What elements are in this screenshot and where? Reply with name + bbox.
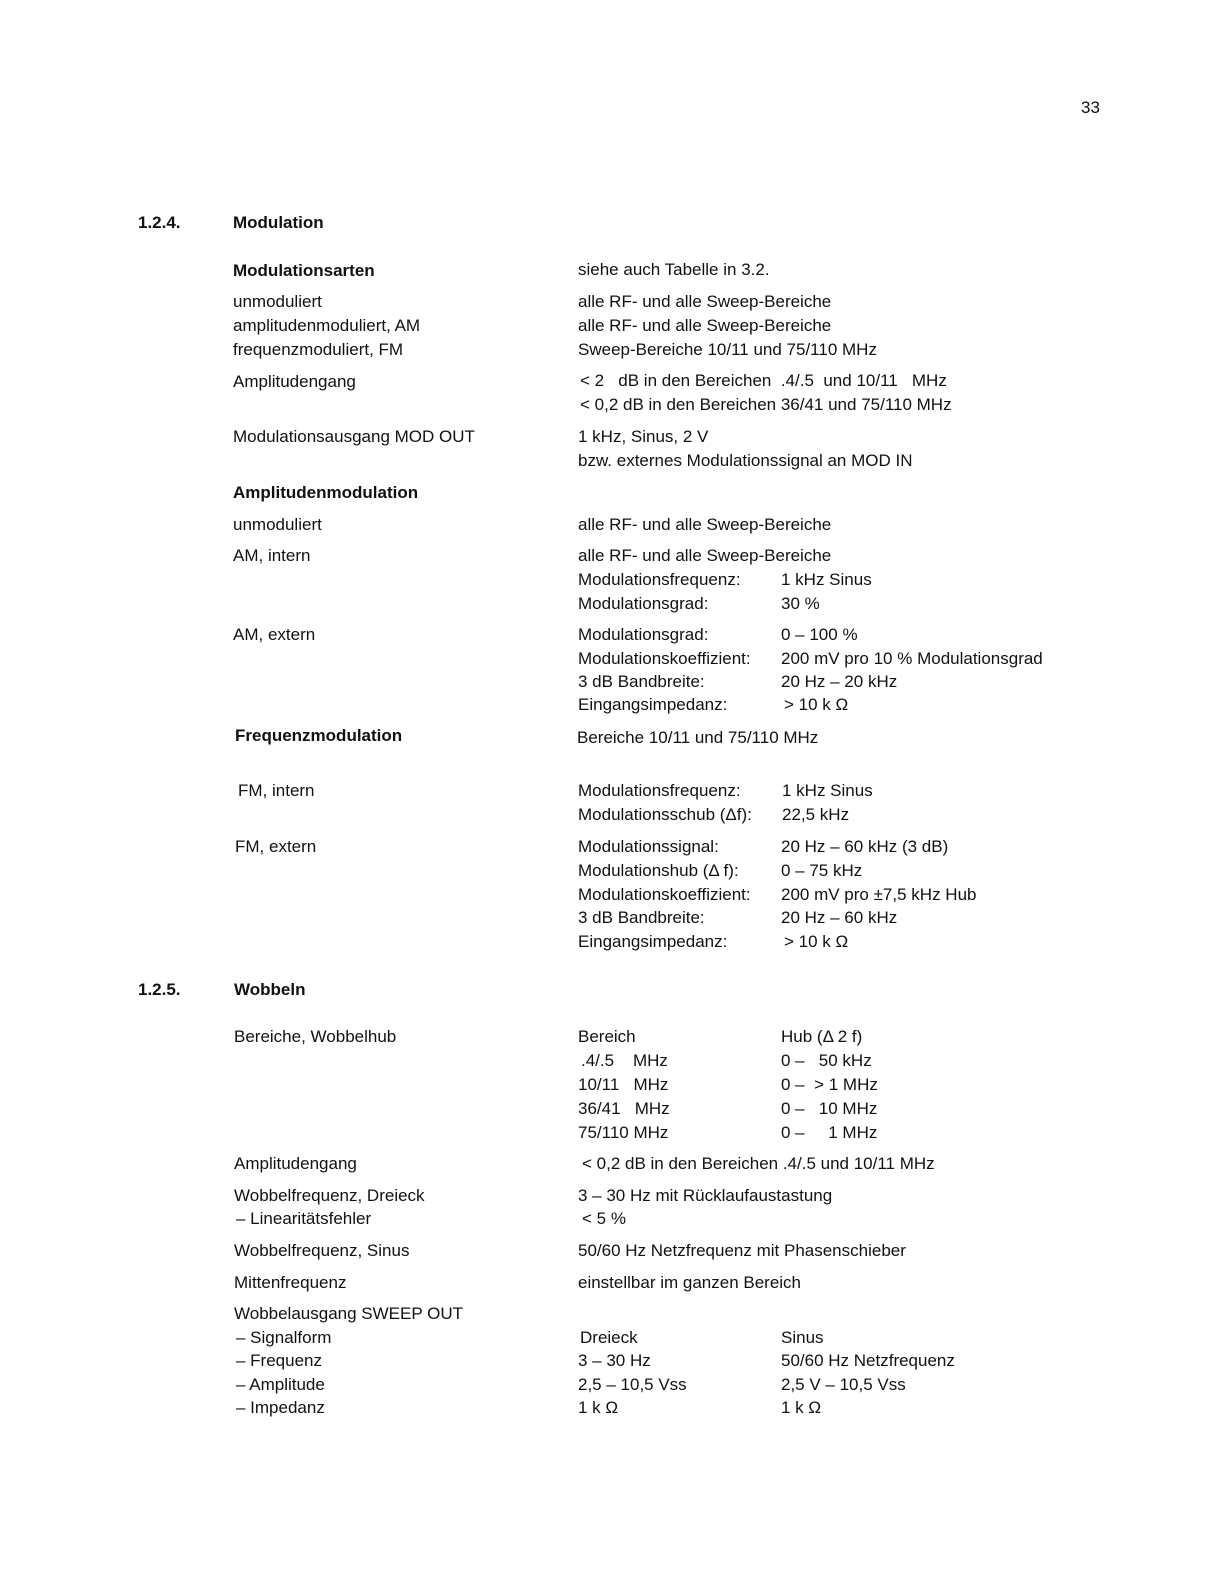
wob-row-hub: 0 – > 1 MHz [781,1075,878,1094]
am-intern-label: AM, intern [233,546,311,565]
wob-row-bereich: 10/11 MHz [578,1075,669,1094]
wob-row-bereich: 75/110 MHz [578,1123,669,1142]
fm-intern-schub-value: 22,5 kHz [782,805,850,824]
modarten-ampgang-line2: < 0,2 dB in den Bereichen 36/41 und 75/110 MHz [580,395,952,414]
fm-intern-freq-label: Modulationsfrequenz: [578,781,741,800]
modarten-fm-value: Sweep-Bereiche 10/11 und 75/110 MHz [578,340,877,359]
wob-col-bereich: Bereich [578,1027,636,1046]
fm-extern-label: FM, extern [235,837,317,856]
fm-intern-label: FM, intern [238,781,315,800]
modarten-am-label: amplitudenmoduliert, AM [233,316,421,335]
sweep-row-dreieck: Dreieck [580,1328,638,1347]
fm-extern-imp-label: Eingangsimpedanz: [578,932,728,951]
wob-sweepout-label: Wobbelausgang SWEEP OUT [234,1304,463,1323]
sweep-row-dreieck: 3 – 30 Hz [578,1351,651,1370]
fm-extern-sig-value: 20 Hz – 60 kHz (3 dB) [781,837,949,856]
wob-bereiche-label: Bereiche, Wobbelhub [234,1027,397,1046]
modarten-ampgang-label: Amplitudengang [233,372,356,391]
fm-extern-bw-label: 3 dB Bandbreite: [578,908,705,927]
sweep-row-sinus: 1 k Ω [781,1398,822,1417]
wob-row-hub: 0 – 10 MHz [781,1099,878,1118]
modarten-ampgang-line1: < 2 dB in den Bereichen .4/.5 und 10/11 MHz [580,371,947,390]
fm-extern-imp-value: > 10 k Ω [784,932,849,951]
section-title-modulation: Modulation [233,213,324,232]
page-number: 33 [1081,98,1100,117]
wob-sinus-label: Wobbelfrequenz, Sinus [234,1241,410,1260]
wob-sinus-value: 50/60 Hz Netzfrequenz mit Phasenschieber [578,1241,906,1260]
am-unmod-value: alle RF- und alle Sweep-Bereiche [578,515,832,534]
modarten-unmod-value: alle RF- und alle Sweep-Bereiche [578,292,832,311]
fm-extern-koeff-value: 200 mV pro ±7,5 kHz Hub [781,885,977,904]
am-unmod-label: unmoduliert [233,515,322,534]
fm-extern-hub-label: Modulationshub (Δ f): [578,861,739,880]
fm-intern-freq-value: 1 kHz Sinus [782,781,873,800]
am-extern-grad-label: Modulationsgrad: [578,625,709,644]
modarten-fm-label: frequenzmoduliert, FM [233,340,404,359]
am-intern-line1: alle RF- und alle Sweep-Bereiche [578,546,832,565]
am-intern-freq-label: Modulationsfrequenz: [578,570,741,589]
am-intern-grad-label: Modulationsgrad: [578,594,709,613]
am-extern-bw-label: 3 dB Bandbreite: [578,672,705,691]
wob-col-hub: Hub (Δ 2 f) [781,1027,863,1046]
wob-mitten-label: Mittenfrequenz [234,1273,347,1292]
fm-extern-bw-value: 20 Hz – 60 kHz [781,908,898,927]
fm-extern-sig-label: Modulationssignal: [578,837,719,856]
modarten-note: siehe auch Tabelle in 3.2. [578,260,770,279]
am-extern-koeff-value: 200 mV pro 10 % Modulationsgrad [781,649,1043,668]
modarten-am-value: alle RF- und alle Sweep-Bereiche [578,316,832,335]
wob-linear-value: < 5 % [582,1209,626,1228]
modout-label: Modulationsausgang MOD OUT [233,427,475,446]
wob-dreieck-label: Wobbelfrequenz, Dreieck [234,1186,425,1205]
am-extern-grad-value: 0 – 100 % [781,625,858,644]
modout-line1: 1 kHz, Sinus, 2 V [578,427,709,446]
sweep-row-sinus: 50/60 Hz Netzfrequenz [781,1351,955,1370]
am-extern-bw-value: 20 Hz – 20 kHz [781,672,898,691]
am-extern-imp-label: Eingangsimpedanz: [578,695,728,714]
am-intern-freq-value: 1 kHz Sinus [781,570,872,589]
wob-ampgang-value: < 0,2 dB in den Bereichen .4/.5 und 10/11 MHz [582,1154,935,1173]
sweep-row-dreieck: 2,5 – 10,5 Vss [578,1375,687,1394]
sweep-row-sinus: Sinus [781,1328,824,1347]
wob-row-bereich: .4/.5 MHz [581,1051,668,1070]
section-number-124: 1.2.4. [138,213,181,232]
wob-ampgang-label: Amplitudengang [234,1154,357,1173]
fm-extern-hub-value: 0 – 75 kHz [781,861,863,880]
heading-amplitudenmodulation: Amplitudenmodulation [233,483,419,502]
wob-row-hub: 0 – 50 kHz [781,1051,872,1070]
am-extern-label: AM, extern [233,625,316,644]
fm-intern-schub-label: Modulationsschub (Δf): [578,805,752,824]
wob-mitten-value: einstellbar im ganzen Bereich [578,1273,802,1292]
am-extern-imp-value: > 10 k Ω [784,695,849,714]
wob-row-hub: 0 – 1 MHz [781,1123,878,1142]
heading-modulationsarten: Modulationsarten [233,261,375,280]
sweep-row-label: – Impedanz [236,1398,325,1417]
sweep-row-dreieck: 1 k Ω [578,1398,619,1417]
sweep-row-label: – Signalform [236,1328,332,1347]
sweep-row-sinus: 2,5 V – 10,5 Vss [781,1375,906,1394]
fm-extern-koeff-label: Modulationskoeffizient: [578,885,751,904]
modout-line2: bzw. externes Modulationssignal an MOD IN [578,451,913,470]
sweep-row-label: – Amplitude [236,1375,325,1394]
heading-frequenzmodulation: Frequenzmodulation [235,726,403,745]
sweep-row-label: – Frequenz [236,1351,322,1370]
section-number-125: 1.2.5. [138,980,181,999]
fm-bereiche: Bereiche 10/11 und 75/110 MHz [577,728,819,747]
am-intern-grad-value: 30 % [781,594,820,613]
wob-row-bereich: 36/41 MHz [578,1099,670,1118]
section-title-wobbeln: Wobbeln [234,980,306,999]
wob-dreieck-value: 3 – 30 Hz mit Rücklaufaustastung [578,1186,833,1205]
modarten-unmod-label: unmoduliert [233,292,322,311]
am-extern-koeff-label: Modulationskoeffizient: [578,649,751,668]
wob-linear-label: – Linearitätsfehler [236,1209,372,1228]
